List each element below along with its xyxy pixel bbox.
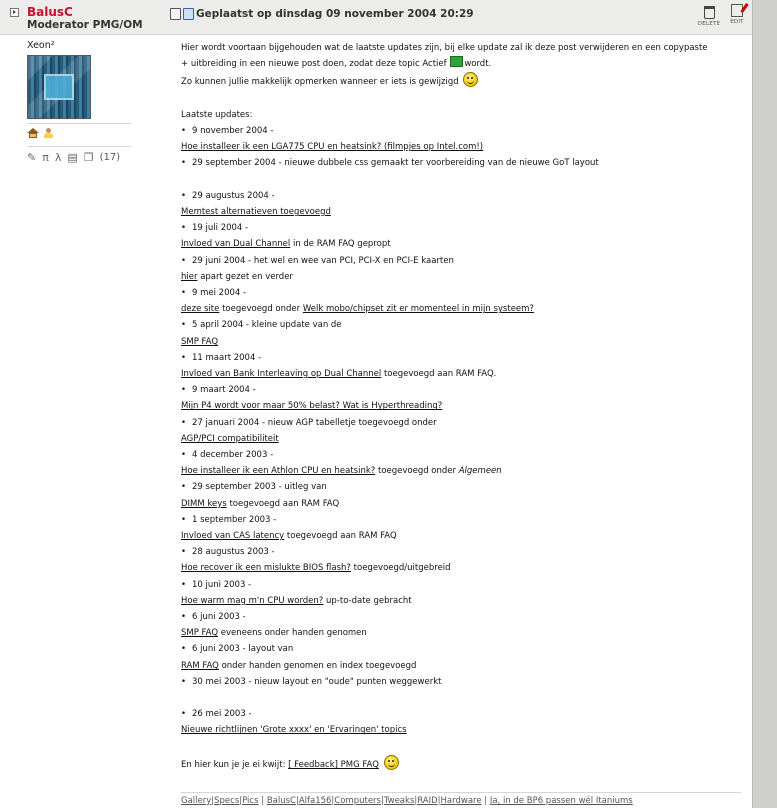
posted-timestamp [170,8,474,20]
intro-line: Zo kunnen jullie makkelijk opmerken wanneer er iets is gewijzigd [181,72,746,90]
update-link[interactable]: Hoe recover ik een mislukte BIOS flash? [181,563,351,574]
signature: Gallery|Specs|Pics | BalusC|Alfa156|Computers|Tweaks|RAID|Hardware | Ja, in de BP6 passen wél Itaniums [181,796,633,806]
update-link[interactable]: Invloed van Bank Interleaving op Dual Channel [181,369,382,380]
list-item [181,139,746,155]
author-name[interactable]: BalusC [27,5,73,19]
sidebar-divider [27,123,131,124]
user-icon[interactable] [44,128,53,138]
update-link[interactable]: RAM FAQ [181,660,219,671]
list-item: • 10 juni 2003 - [181,577,746,593]
signature-divider [181,792,741,793]
update-link[interactable]: Invloed van Dual Channel [181,239,291,250]
copy-icon[interactable]: ❐ [83,151,94,164]
updates-heading: Laatste updates: [181,109,253,120]
tool-icons [27,151,120,164]
update-link[interactable]: Invloed van CAS latency [181,531,285,542]
signature-link[interactable]: Gallery|Specs|Pics [181,796,259,806]
author-sidebar [0,35,165,808]
list-item: Hoe recover ik een mislukte BIOS flash? toegevoegd/uitgebreid [181,563,451,574]
list-item [181,398,746,414]
update-link[interactable]: Hoe installeer ik een LGA775 CPU en heatsink? (filmpjes op Intel.com!) [181,142,484,153]
delete-button[interactable] [698,4,720,27]
list-item: • 29 september 2004 - nieuwe dubbele css gemaakt ter voorbereiding van de nieuwe GoT layout [181,155,746,171]
list-item: • 6 juni 2003 - [181,609,746,625]
pi-icon[interactable]: π [42,151,49,164]
feedback-link[interactable]: [ Feedback] PMG FAQ [288,759,379,770]
list-item: Invloed van CAS latency toegevoegd aan RAM FAQ [181,531,397,542]
list-item: • 4 december 2003 - [181,447,746,463]
list-item: • 9 maart 2004 - [181,382,746,398]
list-item: • 29 augustus 2004 - [181,188,746,204]
list-item: • 1 september 2003 - [181,512,746,528]
list-item: • 26 mei 2003 - [181,706,746,722]
trash-icon [704,6,715,19]
user-title: Xeon² [27,40,55,51]
smiley-icon [384,755,399,770]
home-icon[interactable] [27,128,38,138]
update-link[interactable]: SMP FAQ [181,628,219,639]
list-item: • 11 maart 2004 - [181,350,746,366]
post-report-icon[interactable] [183,8,194,20]
list-item: • 29 juni 2004 - het wel en wee van PCI, PCI-X en PCI-E kaarten [181,253,746,269]
intro-line: Hier wordt voortaan bijgehouden wat de laatste updates zijn, bij elke update zal ik deze post verwijderen en een copypaste [181,43,708,53]
update-link[interactable]: Mijn P4 wordt voor maar 50% belast? Wat is Hyperthreading? [181,401,443,412]
update-link[interactable]: deze site [181,304,220,315]
list-item: • 9 november 2004 - [181,123,746,139]
post-body [181,40,746,773]
list-item: deze site toegevoegd onder Welk mobo/chipset zit er momenteel in mijn systeem? [181,304,534,315]
smiley-icon [463,72,478,87]
list-item: Hoe installeer ik een Athlon CPU en heatsink? toegevoegd onder Algemeen [181,466,502,477]
list-item [181,722,746,738]
list-item: • 19 juli 2004 - [181,220,746,236]
update-link[interactable]: Memtest alternatieven toegevoegd [181,207,331,217]
profile-icons [27,128,53,138]
update-link[interactable]: Nieuwe richtlijnen 'Grote xxxx' en 'Ervaringen' topics [181,725,407,736]
edit-button[interactable] [726,4,748,27]
lambda-icon[interactable]: λ [54,151,62,164]
list-item: • 30 mei 2003 - nieuw layout en "oude" punten weggewerkt [181,674,746,690]
page-gutter [753,0,777,808]
actief-icon [450,56,463,67]
update-link[interactable]: DIMM keys [181,498,227,509]
list-item: hier apart gezet en verder [181,271,293,282]
update-link[interactable]: Hoe installeer ik een Athlon CPU en heatsink? [181,466,376,477]
list-item [181,334,746,350]
author-rank: Moderator PMG/OM [27,19,143,31]
pencil-icon [731,4,743,17]
expand-icon[interactable] [10,8,19,17]
sidebar-divider [27,146,131,147]
print-icon[interactable]: ▤ [67,151,78,164]
list-item [181,431,746,447]
list-item: DIMM keys toegevoegd aan RAM FAQ [181,498,340,509]
signature-link[interactable]: BalusC|Alfa156|Computers|Tweaks|RAID|Hardware [266,796,482,806]
list-item: RAM FAQ onder handen genomen en index toegevoegd [181,660,417,671]
update-link[interactable]: hier [181,271,198,282]
post-header [0,0,752,35]
list-item: • 9 mei 2004 - [181,285,746,301]
list-item: Invloed van Dual Channel in de RAM FAQ gepropt [181,239,391,250]
delete-label: DELETE [697,21,721,27]
list-item: • 5 april 2004 - kleine update van de [181,317,746,333]
intro-line: + uitbreiding in een nieuwe post doen, zodat deze topic Actief wordt. [181,56,746,72]
list-item: Hoe warm mag m'n CPU worden? up-to-date gebracht [181,595,412,606]
avatar [27,55,91,119]
feedback-line: En hier kun je je ei kwijt: [ Feedback] PMG FAQ [181,755,746,773]
list-item: • 29 september 2003 - uitleg van [181,479,746,495]
update-link[interactable]: Hoe warm mag m'n CPU worden? [181,595,324,606]
list-item: SMP FAQ eveneens onder handen genomen [181,628,367,639]
message-icon[interactable]: ✎ [27,151,37,164]
edit-label: EDIT [730,19,744,25]
list-item: • 6 juni 2003 - layout van [181,641,746,657]
list-item: • 28 augustus 2003 - [181,544,746,560]
update-link[interactable]: Welk mobo/chipset zit er momenteel in mijn systeem? [302,304,534,315]
posted-text: Geplaatst op dinsdag 09 november 2004 20:29 [196,8,474,20]
list-item [181,204,746,220]
update-link[interactable]: SMP FAQ [181,336,219,347]
post-link-icon[interactable] [170,8,181,20]
list-item: Invloed van Bank Interleaving op Dual Channel toegevoegd aan RAM FAQ. [181,369,497,380]
signature-link[interactable]: Ja, in de BP6 passen wél Itaniums [489,796,633,806]
post-count: (17) [99,152,121,163]
list-item: • 27 januari 2004 - nieuw AGP tabelletje toegevoegd onder [181,415,746,431]
update-link[interactable]: AGP/PCI compatibiliteit [181,433,279,444]
